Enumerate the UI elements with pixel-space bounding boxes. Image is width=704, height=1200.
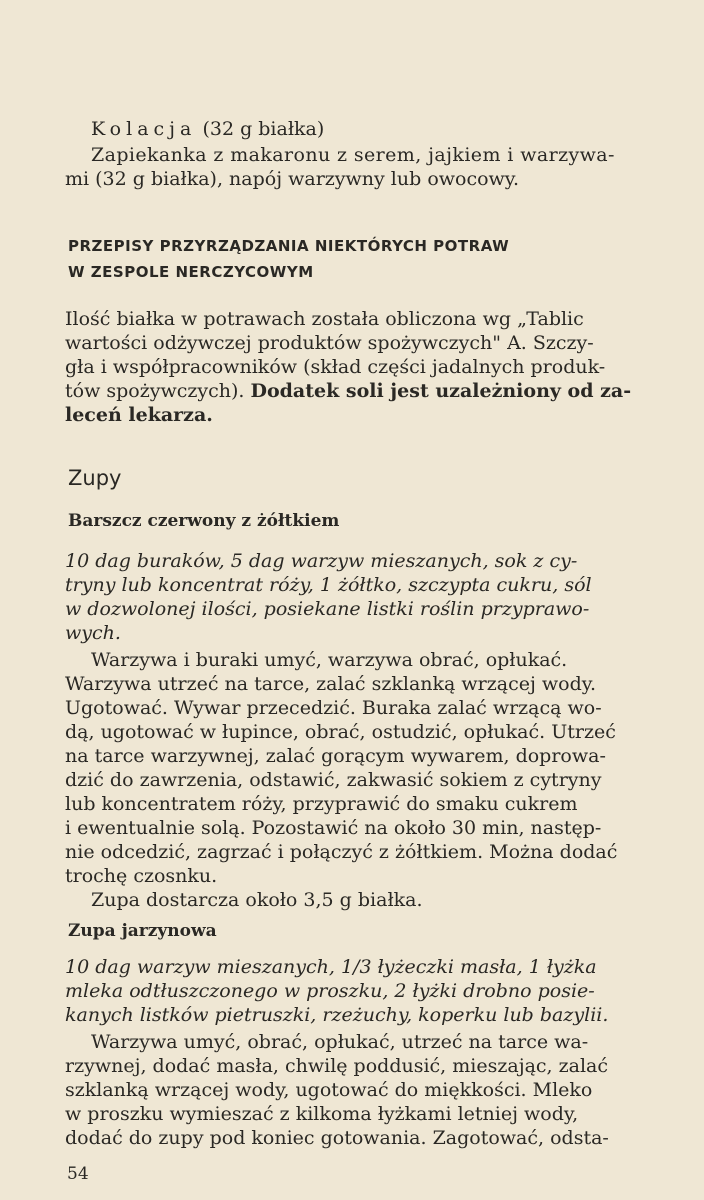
page-number: 54 [67, 1164, 89, 1184]
kolacja-protein: (32 g białka) [202, 118, 325, 140]
method-line: Warzywa umyć, obrać, opłukać, utrzeć na tarce wa- [91, 1031, 589, 1053]
kolacja-line: mi (32 g białka), napój warzywny lub owocowy. [65, 168, 520, 190]
section-heading: PRZEPISY PRZYRZĄDZANIA NIEKTÓRYCH POTRAW [68, 237, 510, 255]
method-line: Warzywa i buraki umyć, warzywa obrać, opłukać. [91, 649, 568, 671]
ingredients-line: w dozwolonej ilości, posiekane listki roślin przyprawo- [65, 598, 590, 620]
kolacja-header [91, 117, 324, 141]
intro-line: leceń lekarza. [65, 404, 213, 426]
kolacja-line: Zapiekanka z makaronu z serem, jajkiem i warzywa- [91, 144, 615, 166]
method-line: dodać do zupy pod koniec gotowania. Zagotować, odsta- [65, 1127, 609, 1149]
intro-text: tów spożywczych). [65, 380, 245, 402]
recipe-title: Zupa jarzynowa [68, 921, 217, 941]
recipe-title: Barszcz czerwony z żółtkiem [68, 511, 340, 531]
method-line: lub koncentratem róży, przyprawić do smaku cukrem [65, 793, 578, 815]
method-line: rzywnej, dodać masła, chwilę poddusić, mieszając, zalać [65, 1055, 609, 1077]
method-line: i ewentualnie solą. Pozostawić na około 30 min, następ- [65, 817, 602, 839]
ingredients-line: 10 dag buraków, 5 dag warzyw mieszanych, sok z cy- [65, 550, 578, 572]
intro-bold-text: Dodatek soli jest uzależniony od za- [250, 380, 632, 402]
kolacja-label: Kolacja [91, 118, 197, 140]
method-line: dzić do zawrzenia, odstawić, zakwasić sokiem z cytryny [65, 769, 602, 791]
method-line: w proszku wymieszać z kilkoma łyżkami letniej wody, [65, 1103, 579, 1125]
protein-note: Zupa dostarcza około 3,5 g białka. [91, 889, 423, 911]
ingredients-line: wych. [65, 622, 121, 644]
method-line: Ugotować. Wywar przecedzić. Buraka zalać wrzącą wo- [65, 697, 602, 719]
ingredients-line: tryny lub koncentrat róży, 1 żółtko, szczypta cukru, sól [65, 574, 592, 596]
intro-line: Ilość białka w potrawach została obliczona wg „Tablic [65, 308, 584, 330]
intro-line: wartości odżywczej produktów spożywczych" A. Szczy- [65, 332, 594, 354]
intro-line: gła i współpracowników (skład części jadalnych produk- [65, 356, 606, 378]
section-heading: W ZESPOLE NERCZYCOWYM [68, 263, 314, 281]
method-line: nie odcedzić, zagrzać i połączyć z żółtkiem. Można dodać [65, 841, 618, 863]
ingredients-line: kanych listków pietruszki, rzeżuchy, koperku lub bazylii. [65, 1004, 609, 1026]
method-line: Warzywa utrzeć na tarce, zalać szklanką wrzącej wody. [65, 673, 596, 695]
method-line: trochę czosnku. [65, 865, 218, 887]
method-line: dą, ugotować w łupince, obrać, ostudzić, opłukać. Utrzeć [65, 721, 616, 743]
intro-line [65, 379, 631, 403]
method-line: na tarce warzywnej, zalać gorącym wywarem, doprowa- [65, 745, 606, 767]
method-line: szklanką wrzącej wody, ugotować do miękkości. Mleko [65, 1079, 593, 1101]
ingredients-line: mleka odtłuszczonego w proszku, 2 łyżki drobno posie- [65, 980, 595, 1002]
ingredients-line: 10 dag warzyw mieszanych, 1/3 łyżeczki masła, 1 łyżka [65, 956, 597, 978]
zupy-heading: Zupy [68, 466, 122, 490]
